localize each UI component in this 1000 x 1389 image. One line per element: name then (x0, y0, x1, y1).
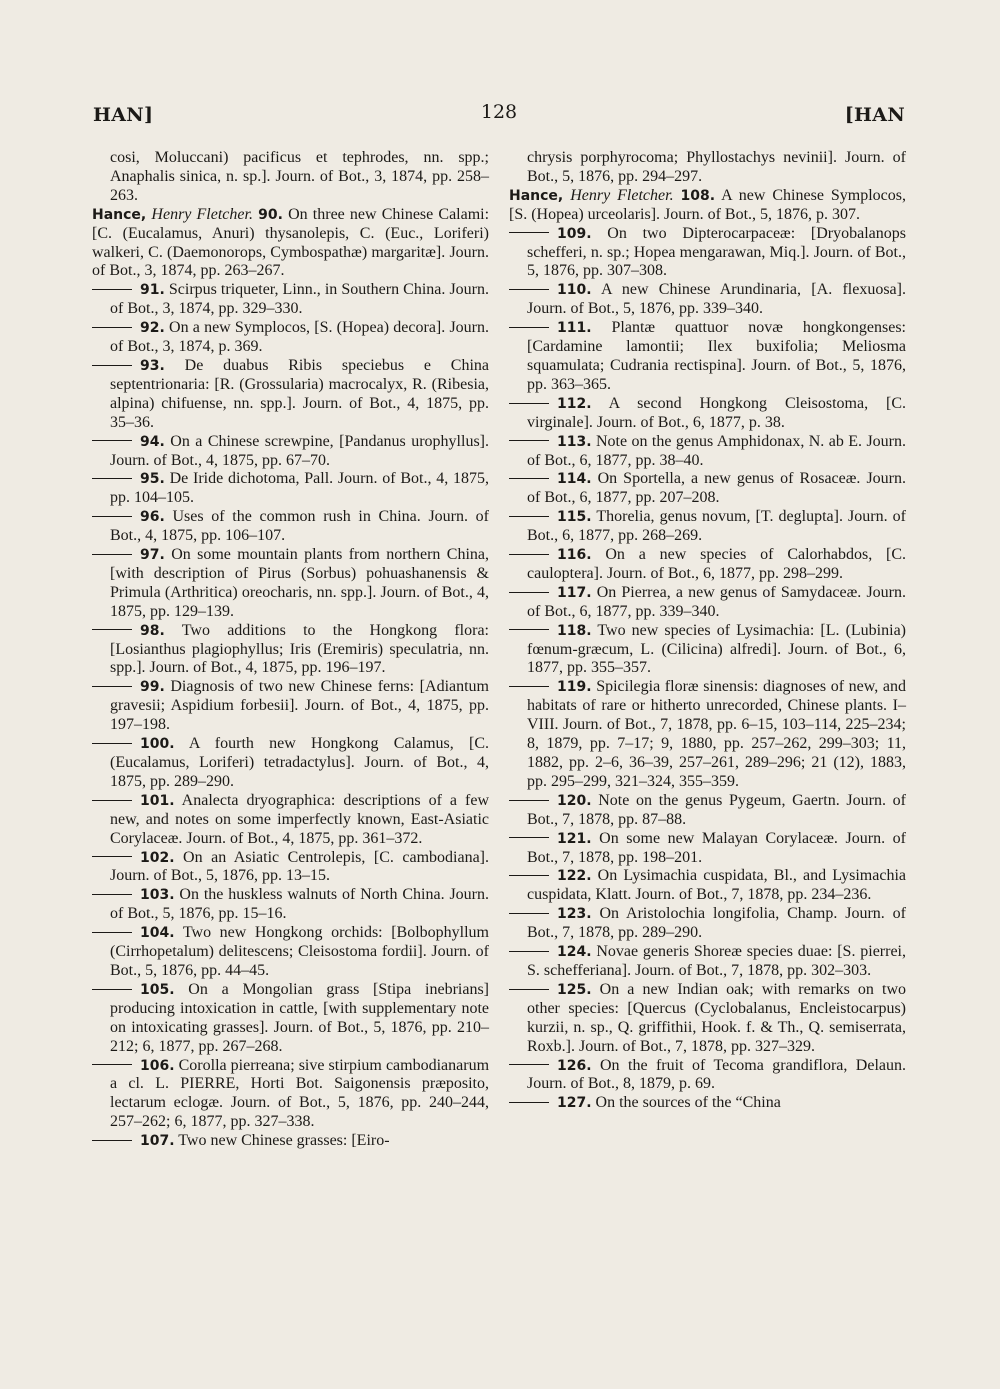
entry-text: Diagnosis of two new Chinese ferns: [Adiantum gravesii; Aspidium forbesii]. Journ. of Bot., 4, 1875, pp. 197–198. (110, 678, 490, 734)
entry-text: Scirpus triqueter, Linn., in Southern China. Journ. of Bot., 3, 1874, pp. 329–330. (110, 281, 490, 318)
ditto-dash (92, 989, 132, 990)
entry-number: 117. (557, 584, 592, 601)
bibliography-entry (527, 433, 906, 471)
entry-number: 99. (140, 679, 165, 696)
entry-number: 110. (557, 282, 592, 299)
entry-text: On Aristolochia longifolia, Champ. Journ. of Bot., 7, 1878, pp. 289–290. (527, 905, 907, 942)
ditto-dash (92, 686, 132, 687)
bibliography-entry (110, 319, 489, 357)
ditto-dash (92, 1064, 132, 1065)
ditto-dash (92, 629, 132, 630)
entry-text: On the sources of the “China (595, 1094, 781, 1112)
ditto-dash (509, 1064, 549, 1065)
ditto-dash (92, 327, 132, 328)
entry-number: 95. (140, 471, 165, 488)
entry-number: 107. (140, 1133, 175, 1150)
bibliography-entry (527, 319, 906, 395)
ditto-dash (92, 440, 132, 441)
bibliography-entry (527, 905, 906, 943)
entry-number: 103. (140, 887, 175, 904)
entry-text: On some new Malayan Corylaceæ. Journ. of Bot., 7, 1878, pp. 198–201. (527, 829, 907, 866)
bibliography-entry (110, 1057, 489, 1133)
entry-text: Two new Hongkong orchids: [Bolbophyllum (Cirrhopetalum) delitescens; Cleisostoma fordii]. Journ. of Bot., 5, 1876, pp. 44–45. (110, 924, 489, 979)
entry-text: A second Hongkong Cleisostoma, [C. virginale]. Journ. of Bot., 6, 1877, p. 38. (527, 394, 906, 431)
entry-text: On a new Symplocos, [S. (Hopea) decora]. Journ. of Bot., 3, 1874, p. 369. (110, 319, 489, 356)
ditto-dash (92, 289, 132, 290)
author-entry (509, 187, 906, 225)
ditto-dash (92, 932, 132, 933)
entry-text: On Pierrea, a new genus of Samydaceæ. Journ. of Bot., 6, 1877, pp. 339–340. (527, 583, 907, 620)
entry-number: 102. (140, 849, 175, 866)
bibliography-entry (110, 433, 489, 471)
entry-number: 111. (557, 320, 592, 337)
bibliography-entry (110, 735, 489, 792)
entry-text: On a Mongolian grass [Stipa inebrians] producing intoxication in cattle, [with supplementary note on intoxicating grasses]. Journ. of Bot., 5, 1876, pp. 210–212; 6, 1877, pp. 267–268. (110, 980, 489, 1055)
entry-number: 124. (557, 944, 592, 961)
entry-number: 116. (557, 547, 592, 564)
continuation-text: cosi, Moluccani) pacificus et tephrodes, nn. spp.; Anaphalis sinica, n. sp.]. Journ. of Bot., 3, 1874, pp. 258–263. (110, 149, 489, 204)
ditto-dash (92, 743, 132, 744)
entry-number: 104. (140, 925, 175, 942)
entry-number: 112. (557, 395, 592, 412)
entry-number: 114. (557, 471, 592, 488)
entry-number: 127. (557, 1095, 592, 1112)
entry-number: 106. (140, 1057, 175, 1074)
entry-text: Analecta dryographica: descriptions of a few new, and notes on some imperfectly known, East-Asiatic Corylaceæ. Journ. of Bot., 4, 1875, pp. 361–372. (110, 791, 490, 847)
bibliography-entry (110, 470, 489, 508)
ditto-dash (509, 232, 549, 233)
running-head-right: [HAN (844, 104, 905, 126)
entry-number: 121. (557, 830, 592, 847)
author-entry (92, 206, 489, 282)
ditto-dash (509, 403, 549, 404)
ditto-dash (509, 989, 549, 990)
ditto-dash (92, 478, 132, 479)
ditto-dash (509, 1102, 549, 1103)
bibliography-entry (527, 867, 906, 905)
bibliography-entry (527, 470, 906, 508)
entry-number: 94. (140, 433, 165, 450)
entry-text: On a Chinese screwpine, [Pandanus urophyllus]. Journ. of Bot., 4, 1875, pp. 67–70. (110, 432, 489, 469)
bibliography-entry (110, 849, 489, 887)
ditto-dash (92, 1140, 132, 1141)
entry-text: Note on the genus Pygeum, Gaertn. Journ. of Bot., 7, 1878, pp. 87–88. (527, 791, 906, 828)
entry-number: 96. (140, 509, 165, 526)
entry-text: On the fruit of Tecoma grandiflora, Delaun. Journ. of Bot., 8, 1879, p. 69. (527, 1056, 907, 1093)
bibliography-entry (110, 792, 489, 849)
ditto-dash (509, 951, 549, 952)
page-header (93, 101, 905, 134)
bibliography-entry (110, 1132, 489, 1151)
author-forenames: Henry Fletcher. (570, 186, 674, 204)
bibliography-entry (110, 508, 489, 546)
entry-text: On Sportella, a new genus of Rosaceæ. Journ. of Bot., 6, 1877, pp. 207–208. (527, 470, 907, 507)
entry-text: On some mountain plants from northern China, [with description of Pirus (Sorbus) pohuashanensis & Primula (Arthritica) oreocharis, nn. spp.]. Journ. of Bot., 4, 1875, pp. 129–139. (110, 546, 490, 620)
entry-number: 90. (258, 206, 283, 223)
entry-text: A fourth new Hongkong Calamus, [C. (Eucalamus, Loriferi) tetradactylus]. Journ. of Bot., 4, 1875, pp. 289–290. (110, 735, 489, 790)
entry-text: On the huskless walnuts of North China. Journ. of Bot., 5, 1876, pp. 15–16. (110, 886, 490, 923)
entry-text: Two new species of Lysimachia: [L. (Lubinia) fœnum-græcum, L. (Cilicina) alfredi]. Journ. of Bot., 6, 1877, pp. 355–357. (527, 621, 907, 677)
entry-text: A new Chinese Arundinaria, [A. flexuosa]. Journ. of Bot., 5, 1876, pp. 339–340. (527, 281, 906, 318)
ditto-dash (509, 800, 549, 801)
bibliography-entry (527, 584, 906, 622)
ditto-dash (509, 478, 549, 479)
bibliography-entry (527, 395, 906, 433)
entry-number: 109. (557, 225, 592, 242)
ditto-dash (509, 875, 549, 876)
entry-text: Novae generis Shoreæ species duae: [S. pierrei, S. schefferiana]. Journ. of Bot., 7, 1878, pp. 302–303. (527, 943, 906, 979)
author-forenames: Henry Fletcher. (151, 205, 253, 223)
entry-text: Note on the genus Amphidonax, N. ab E. Journ. of Bot., 6, 1877, pp. 38–40. (527, 432, 907, 469)
entry-text: On an Asiatic Centrolepis, [C. cambodiana]. Journ. of Bot., 5, 1876, pp. 13–15. (110, 848, 490, 885)
bibliography-entry (527, 943, 906, 981)
ditto-dash (92, 856, 132, 857)
entry-text: Two new Chinese grasses: [Eiro- (178, 1132, 390, 1150)
entry-number: 123. (557, 906, 592, 923)
bibliography-entry (110, 357, 489, 433)
bibliography-entry (110, 546, 489, 622)
entry-number: 97. (140, 547, 165, 564)
bibliography-entry (527, 830, 906, 868)
bibliography-entry (110, 678, 489, 735)
entry-number: 125. (557, 981, 592, 998)
entry-number: 119. (557, 679, 592, 696)
bibliography-entry (527, 1094, 906, 1113)
entry-number: 118. (557, 622, 592, 639)
entry-number: 108. (680, 187, 716, 204)
entry-number: 101. (140, 792, 175, 809)
entry-number: 100. (140, 736, 175, 753)
bibliography-entry (110, 924, 489, 981)
bibliography-entry (110, 981, 489, 1057)
ditto-dash (509, 913, 549, 914)
ditto-dash (509, 837, 549, 838)
entry-text: A new Chinese Symplocos, [S. (Hopea) urceolaris]. Journ. of Bot., 5, 1876, p. 307. (509, 186, 906, 223)
ditto-dash (92, 365, 132, 366)
bibliography-entry (527, 981, 906, 1057)
entry-number: 92. (140, 320, 165, 337)
bibliography-entry (527, 678, 906, 791)
entry-text: De duabus Ribis speciebus e China septentrionaria: [R. (Grossularia) macrocalyx, R. (Ribesia, alpina) chifuense, nn. spp.]. Journ. of Bot., 4, 1875, pp. 35–36. (110, 356, 490, 431)
entry-text: On three new Chinese Calami: [C. (Eucalamus, Anuri) thysanolepis, C. (Euc., Loriferi) walkeri, C. (Daemonorops, Cymbospathæ) margaritæ]. Journ. of Bot., 3, 1874, pp. 263–267. (92, 205, 490, 280)
ditto-dash (92, 516, 132, 517)
entry-number: 122. (557, 868, 592, 885)
entry-number: 105. (140, 981, 175, 998)
ditto-dash (92, 800, 132, 801)
ditto-dash (509, 327, 549, 328)
ditto-dash (509, 592, 549, 593)
entry-text: Uses of the common rush in China. Journ. of Bot., 4, 1875, pp. 106–107. (110, 508, 490, 545)
entry-text: Spicilegia floræ sinensis: diagnoses of new, and habitats of rare or hitherto unrecorded, Chinese plants. I–VIII. Journ. of Bot., 7, 1878, pp. 6–15, 103–114, 225–234; 8, 1879, pp. 7–17; 9, 1880, pp. 257–262, 299–303; 11, 1882, pp. 2–6, 36–39, 257–261, 289–296; 21 (12), 1883, pp. 295–299, 321–324, 355–359. (527, 678, 907, 790)
bibliography-entry (527, 792, 906, 830)
entry-number: 113. (557, 433, 592, 450)
ditto-dash (509, 686, 549, 687)
ditto-dash (509, 516, 549, 517)
entry-number: 120. (557, 792, 592, 809)
entry-number: 93. (140, 357, 165, 374)
bibliography-entry (110, 281, 489, 319)
entry-text: On a new species of Calorhabdos, [C. cauloptera]. Journ. of Bot., 6, 1877, pp. 298–299. (527, 546, 907, 582)
entry-text: Thorelia, genus novum, [T. deglupta]. Journ. of Bot., 6, 1877, pp. 268–269. (527, 508, 906, 545)
ditto-dash (92, 554, 132, 555)
author-surname: Hance, (92, 206, 147, 223)
bibliography-entry (110, 622, 489, 679)
author-surname: Hance, (509, 187, 564, 204)
bibliography-entry (527, 622, 906, 679)
bibliography-entry (527, 508, 906, 546)
entry-text: On a new Indian oak; with remarks on two other species: [Quercus (Cyclobalanus, Encleistocarpus) kurzii, n. sp., Q. griffithii, Hook. f. & Th., Q. semiserrata, Roxb.]. Journ. of Bot., 7, 1878, pp. 327–329. (527, 980, 907, 1055)
bibliography-entry (527, 1057, 906, 1095)
entry-text: Corolla pierreana; sive stirpium cambodianarum a cl. L. PIERRE, Horti Bot. Saigonensis præposito, lectarum eclogæ. Journ. of Bot., 5, 1876, pp. 240–244, 257–262; 6, 1877, pp. 327–338. (110, 1056, 490, 1131)
entry-text: Plantæ quattuor novæ hongkongenses: [Cardamine lamontii; Ilex buxifolia; Meliosma squamulata; Cudrania rectispina]. Journ. of Bot., 5, 1876, pp. 363–365. (527, 319, 907, 393)
left-column (92, 149, 490, 1151)
bibliography-entry (527, 225, 906, 282)
running-head-left: HAN] (93, 104, 154, 126)
bibliography-entry (527, 281, 906, 319)
ditto-dash (509, 629, 549, 630)
entry-text: On two Dipterocarpaceæ: [Dryobalanops schefferi, n. sp.; Hopea mengarawan, Miq.]. Journ. of Bot., 5, 1876, pp. 307–308. (527, 224, 907, 280)
continuation-text: chrysis porphyrocoma; Phyllostachys nevinii]. Journ. of Bot., 5, 1876, pp. 294–297. (527, 149, 906, 185)
bibliography-entry (527, 546, 906, 584)
entry-text: Two additions to the Hongkong flora: [Losianthus plagiophyllus; Iris (Eremiris) speculatria, nn. spp.]. Journ. of Bot., 4, 1875, pp. 196–197. (110, 621, 489, 677)
ditto-dash (509, 554, 549, 555)
bibliography-entry (110, 886, 489, 924)
page-number: 128 (480, 101, 518, 123)
right-column (509, 149, 907, 1113)
entry-number: 115. (557, 509, 592, 526)
entry-number: 126. (557, 1057, 592, 1074)
entry-text: On Lysimachia cuspidata, Bl., and Lysimachia cuspidata, Klatt. Journ. of Bot., 7, 1878, pp. 234–236. (527, 867, 906, 904)
entry-text: De Iride dichotoma, Pall. Journ. of Bot., 4, 1875, pp. 104–105. (110, 470, 489, 507)
entry-number: 98. (140, 622, 165, 639)
ditto-dash (509, 440, 549, 441)
ditto-dash (92, 894, 132, 895)
ditto-dash (509, 289, 549, 290)
entry-number: 91. (140, 282, 165, 299)
